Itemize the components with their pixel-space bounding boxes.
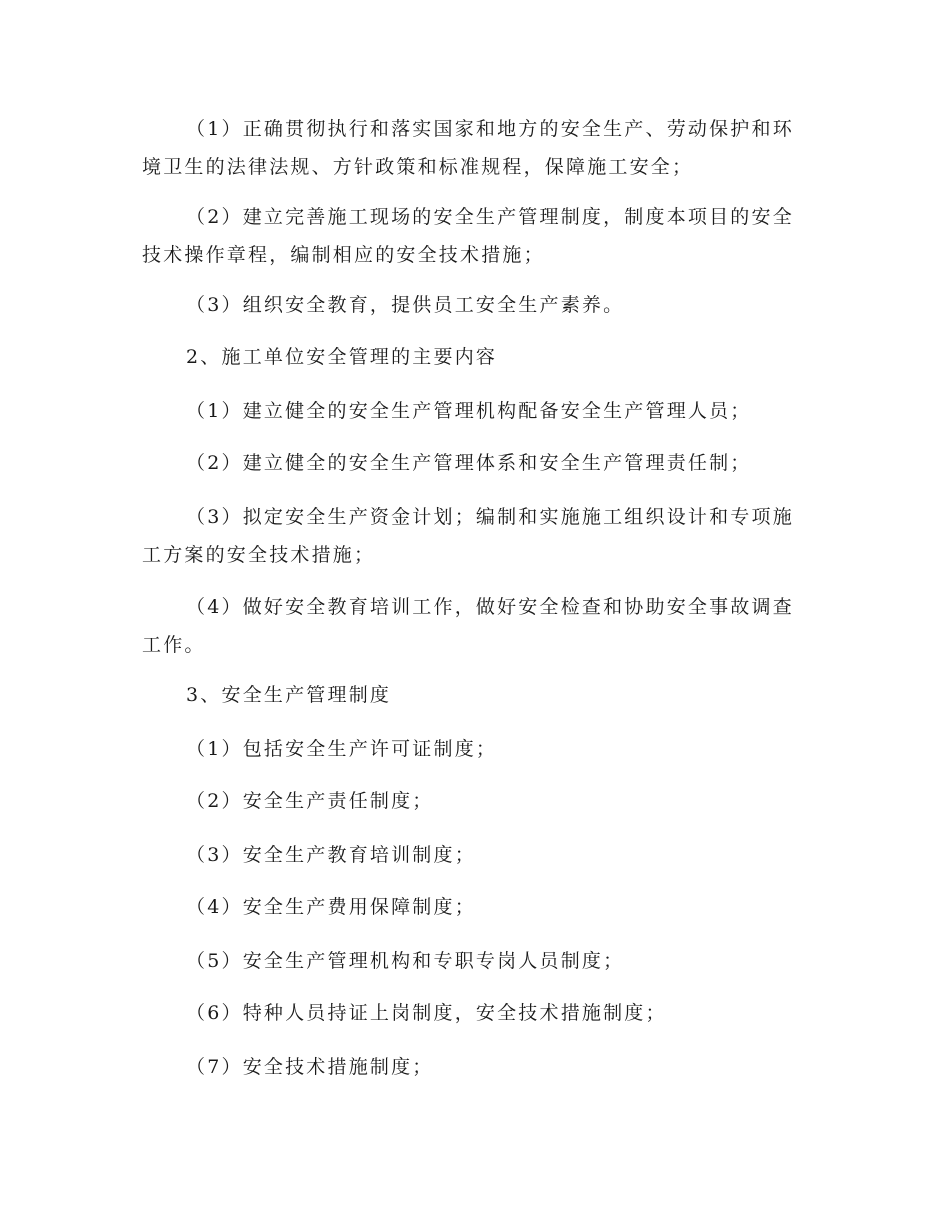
paragraph-2: （2）建立完善施工现场的安全生产管理制度，制度本项目的安全技术操作章程，编制相应的安全技术措施； [142, 206, 794, 266]
paragraph-12: （5）安全生产管理机构和专职专岗人员制度； [186, 950, 625, 972]
section-heading-2: 2、施工单位安全管理的主要内容 [186, 346, 498, 368]
paragraph-13: （6）特种人员持证上岗制度，安全技术措施制度； [186, 1002, 667, 1024]
paragraph-4: （1）建立健全的安全生产管理机构配备安全生产管理人员； [186, 400, 752, 422]
paragraph-3: （3）组织安全教育，提供员工安全生产素养。 [186, 294, 625, 316]
paragraph-9: （2）安全生产责任制度； [186, 790, 434, 812]
paragraph-6: （3）拟定安全生产资金计划；编制和实施施工组织设计和专项施工方案的安全技术措施； [142, 506, 794, 566]
paragraph-11: （4）安全生产费用保障制度； [186, 896, 476, 918]
paragraph-14: （7）安全技术措施制度； [186, 1056, 434, 1078]
paragraph-10: （3）安全生产教育培训制度； [186, 844, 476, 866]
paragraph-8: （1）包括安全生产许可证制度； [186, 738, 498, 760]
section-heading-3: 3、安全生产管理制度 [186, 684, 392, 706]
paragraph-7: （4）做好安全教育培训工作，做好安全检查和协助安全事故调查工作。 [142, 596, 794, 656]
paragraph-5: （2）建立健全的安全生产管理体系和安全生产管理责任制； [186, 452, 752, 474]
paragraph-1: （1）正确贯彻执行和落实国家和地方的安全生产、劳动保护和环境卫生的法律法规、方针政策和标准规程，保障施工安全； [142, 118, 794, 178]
